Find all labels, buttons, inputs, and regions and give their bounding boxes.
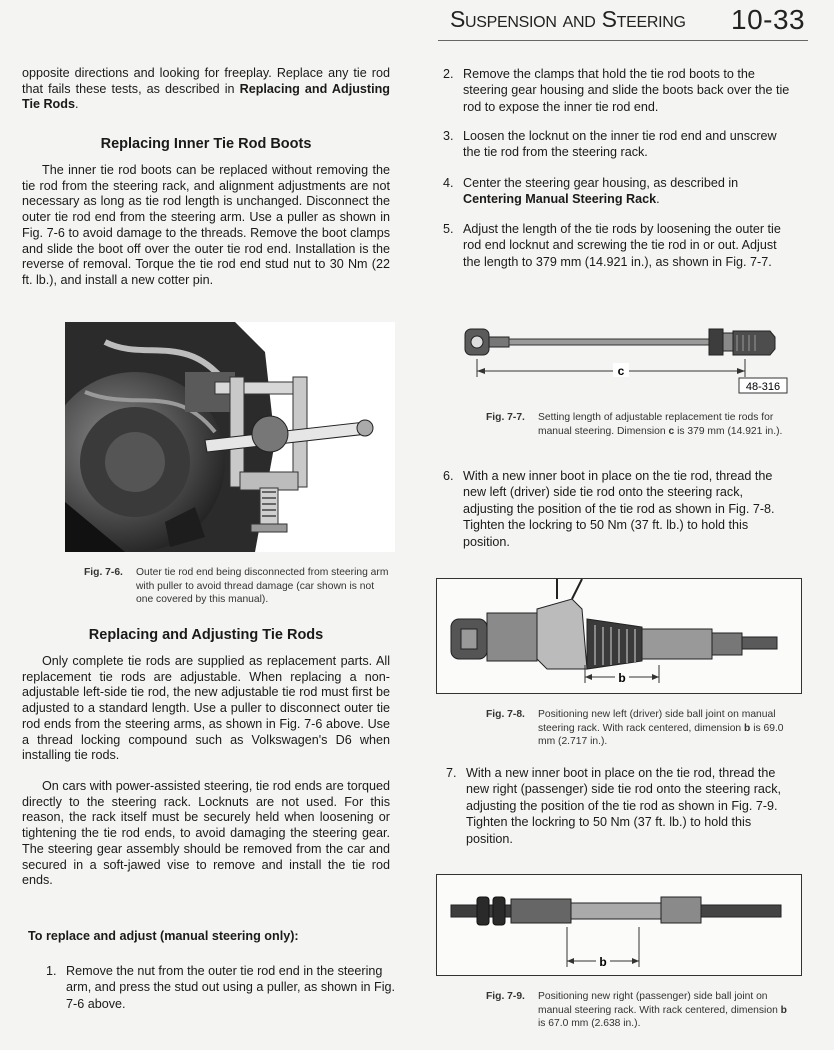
figure-7-7-caption: Fig. 7-7. Setting length of adjustable replacement tie rods for manual steering. Dimension c is 379 mm (14.921 in.). — [486, 412, 783, 437]
dimension-c-label: c — [617, 364, 625, 378]
figure-7-6-label: Fig. 7-6. — [84, 567, 123, 578]
section-heading-inner-boots: Replacing Inner Tie Rod Boots — [100, 136, 312, 152]
step-5: 5. Adjust the length of the tie rods by loosening the outer tie rod end locknut and screwing the tie rod in or out. Adjust the length to 379 mm (14.921 in.), as shown in Fig. 7-7. — [443, 222, 781, 269]
figure-7-8-caption: Fig. 7-8. Positioning new left (driver) side ball joint on manual steering rack. With rack centered, dimension b is 69.0 mm (2.717 in.). — [486, 709, 784, 747]
right-ball-joint-illustration — [437, 875, 801, 975]
figure-7-6-caption: Fig. 7-6. Outer tie rod end being disconnected from steering arm with puller to avoid thread damage (car shown is not one covered by this manual). — [84, 567, 389, 605]
figure-7-9-label: Fig. 7-9. — [486, 991, 525, 1002]
figure-7-7-diagram — [445, 315, 801, 398]
header-divider — [438, 40, 808, 41]
section-heading-tie-rods: Replacing and Adjusting Tie Rods — [88, 627, 324, 643]
page-number: 10-33 — [731, 4, 806, 35]
figure-7-7-ref-number: 48-316 — [745, 381, 781, 393]
dimension-b-label-7-8: b — [618, 671, 626, 685]
figure-7-8-diagram — [436, 578, 802, 694]
procedure-heading: To replace and adjust (manual steering only): — [28, 929, 299, 943]
step-1: 1. Remove the nut from the outer tie rod end in the steering arm, and press the stud out using a puller, as shown in Fig. 7-6 above. — [46, 964, 396, 1011]
inner-boots-paragraph: The inner tie rod boots can be replaced without removing the tie rod from the steering rack, and alignment adjustments are not necessary as long as tie rod length is unchanged. Disconnect the outer tie rod end from the steering arm. Use a puller as shown in Fig. 7-6 to avoid damage to the threads. Remove the boot clamps and slide the boot off over the outer tie rod end. Installation is the reverse of removal. Torque the tie rod end stud nut to 30 Nm (22 ft. lb.), and install a new cotter pin. — [22, 163, 390, 287]
page-header-title: Suspension and Steering — [450, 6, 686, 32]
intro-paragraph: opposite directions and looking for freeplay. Replace any tie rod that fails these tests, as described in Replacing and Adjusting Tie Rods. — [22, 66, 390, 112]
step-6: 6. With a new inner boot in place on the tie rod, thread the new left (driver) side tie rod onto the steering rack, adjusting the position of the tie rod as shown in Fig. 7-8. Tighten the lockring to 50 Nm (37 ft. lb.) to hold this position. — [443, 469, 775, 549]
figure-7-7-label: Fig. 7-7. — [486, 412, 525, 423]
figure-7-8-label: Fig. 7-8. — [486, 709, 525, 720]
power-steering-paragraph: On cars with power-assisted steering, tie rod ends are torqued directly to the steering rack. Locknuts are not used. For this reason, the rack itself must be securely held when loosening or tightening the tie rod ends, to avoid damaging the steering gear. The steering gear assembly should be removed from the car and secured in a soft-jawed vise to remove and install the tie rod ends. — [22, 779, 390, 888]
left-ball-joint-illustration — [437, 579, 801, 693]
dimension-b-label-7-9: b — [599, 955, 607, 969]
step-2: 2. Remove the clamps that hold the tie rod boots to the steering gear housing and slide the boots back over the tie rod to expose the inner tie rod end. — [443, 67, 790, 114]
figure-7-9-diagram — [436, 874, 802, 976]
link-replacing-adjusting: Replacing and Adjusting Tie Rods — [22, 81, 390, 112]
step-3: 3. Loosen the locknut on the inner tie rod end and unscrew the tie rod from the steering rack. — [443, 129, 777, 160]
puller-photo-illustration — [65, 322, 395, 552]
tie-rods-paragraph: Only complete tie rods are supplied as replacement parts. All replacement tie rods are adjustable. When replacing a non-adjustable left-side tie rod, the new adjustable tie rod must first be adjusted to a standard length. Use a puller to disconnect outer tie rod ends from the steering arms, as shown in Fig. 7-6 above. Use a thread locking compound such as Volkswagen's D6 when installing tie rods. — [22, 654, 390, 763]
step-7: 7. With a new inner boot in place on the tie rod, thread the new right (passenger) side tie rod onto the steering rack, adjusting the position of the tie rod as shown in Fig. 7-9. Tighten the lockring to 50 Nm (37 ft. lb.) to hold this position. — [446, 766, 782, 846]
tie-rod-length-illustration — [445, 315, 801, 398]
figure-7-6-photo — [65, 322, 395, 552]
figure-7-9-caption: Fig. 7-9. Positioning new right (passenger) side ball joint on manual steering rack. With rack centered, dimension b is 67.0 mm (2.638 in.). — [486, 991, 787, 1029]
step-4: 4. Center the steering gear housing, as described in Centering Manual Steering Rack. — [443, 176, 739, 207]
link-centering-rack: Centering Manual Steering Rack — [463, 192, 657, 207]
